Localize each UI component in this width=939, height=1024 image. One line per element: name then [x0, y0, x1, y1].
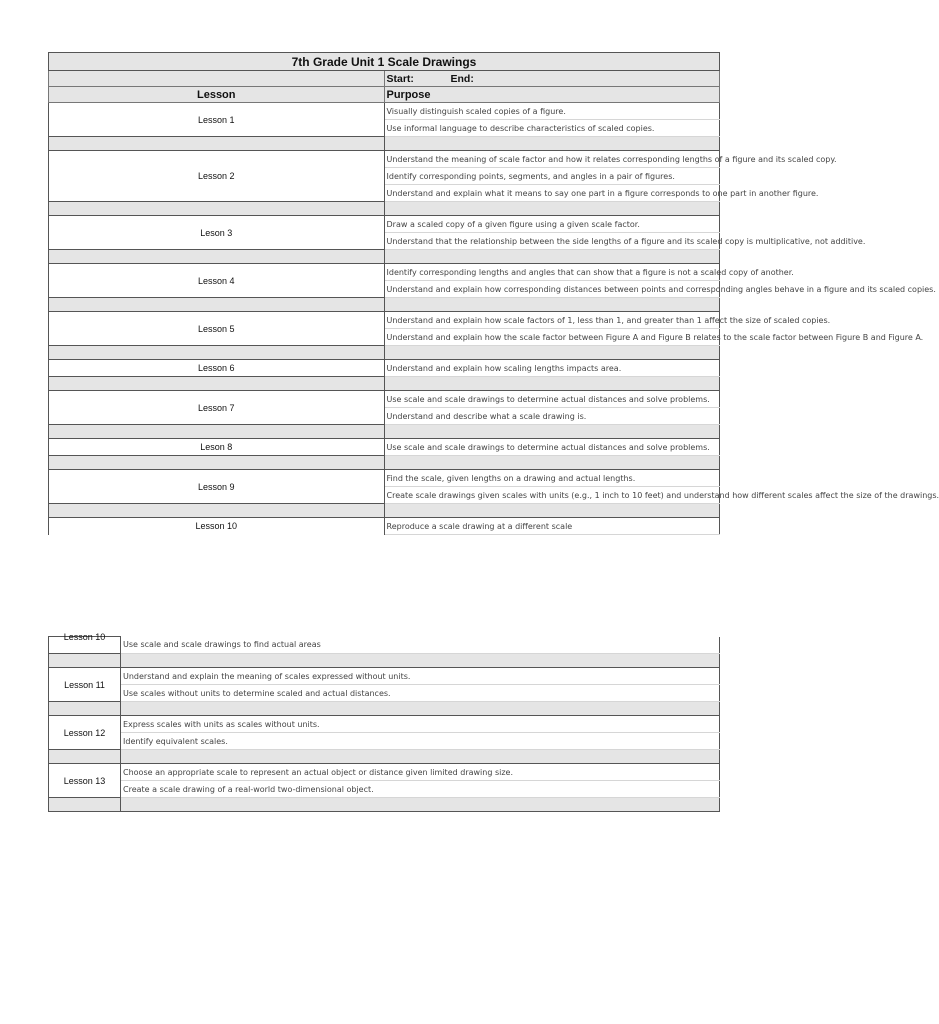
- lesson-purpose: Understand and describe what a scale drawing is.: [384, 408, 720, 425]
- start-end-row: [384, 71, 720, 87]
- lesson-name: Lesson 2: [49, 151, 385, 202]
- lesson-purpose: Identify equivalent scales.: [121, 733, 720, 750]
- lesson-purpose: Use scale and scale drawings to determine actual distances and solve problems.: [384, 439, 720, 456]
- lesson-purpose: Understand and explain how the scale factor between Figure A and Figure B relates to the scale factor between Figure B and Figure A.: [384, 329, 720, 346]
- lesson-name: Lesson 10: [49, 518, 385, 535]
- lesson-name: Lesson 12: [49, 716, 121, 750]
- start-label: Start:: [386, 72, 414, 85]
- lesson-row: [49, 764, 720, 781]
- lesson-row: [49, 103, 720, 120]
- lesson-name: Lesson 10: [49, 637, 121, 654]
- lesson-purpose: Identify corresponding lengths and angles that can show that a figure is not a scaled copy of another.: [384, 264, 720, 281]
- lesson-purpose: Understand and explain the meaning of scales expressed without units.: [121, 668, 720, 685]
- lesson-name: Lesson 4: [49, 264, 385, 298]
- lesson-name: Lesson 13: [49, 764, 121, 798]
- spacer-row: [49, 504, 720, 518]
- spacer-row: [49, 425, 720, 439]
- spacer-row: [49, 298, 720, 312]
- document-title: 7th Grade Unit 1 Scale Drawings: [49, 53, 720, 71]
- lesson-purpose: Use scale and scale drawings to find actual areas: [121, 637, 720, 654]
- lesson-purpose: Find the scale, given lengths on a drawing and actual lengths.: [384, 470, 720, 487]
- lesson-row: [49, 391, 720, 408]
- lesson-purpose: Use scales without units to determine scaled and actual distances.: [121, 685, 720, 702]
- lesson-row: [49, 151, 720, 168]
- lesson-row: [49, 716, 720, 733]
- lesson-purpose: Choose an appropriate scale to represent an actual object or distance given limited drawing size.: [121, 764, 720, 781]
- lesson-plan-table-continued: [48, 632, 720, 812]
- spacer-row: [49, 654, 720, 668]
- spacer-row: [49, 456, 720, 470]
- lesson-row: [49, 216, 720, 233]
- spacer-row: [49, 202, 720, 216]
- lesson-purpose: Identify corresponding points, segments, and angles in a pair of figures.: [384, 168, 720, 185]
- lesson-name: Leson 3: [49, 216, 385, 250]
- page-1-table-region: [48, 52, 939, 532]
- lesson-row: [49, 439, 720, 456]
- page-2-table-region: [48, 632, 720, 819]
- spacer-row: [49, 250, 720, 264]
- lesson-purpose: Draw a scaled copy of a given figure using a given scale factor.: [384, 216, 720, 233]
- lesson-purpose: Understand and explain how scaling lengths impacts area.: [384, 360, 720, 377]
- lesson-name: Lesson 1: [49, 103, 385, 137]
- lesson-purpose: Understand and explain what it means to say one part in a figure corresponds to one part in another figure.: [384, 185, 720, 202]
- lesson-name: Leson 8: [49, 439, 385, 456]
- purpose-column-header: Purpose: [384, 87, 720, 103]
- lesson-name: Lesson 7: [49, 391, 385, 425]
- lesson-purpose: Visually distinguish scaled copies of a figure.: [384, 103, 720, 120]
- lesson-name: Lesson 6: [49, 360, 385, 377]
- spacer-row: [49, 798, 720, 812]
- lesson-name: Lesson 5: [49, 312, 385, 346]
- lesson-row: [49, 637, 720, 654]
- spacer-row: [49, 750, 720, 764]
- lesson-row: [49, 312, 720, 329]
- lesson-row: [49, 470, 720, 487]
- lesson-purpose: Create scale drawings given scales with units (e.g., 1 inch to 10 feet) and understand how different scales affect the size of the drawings.: [384, 487, 720, 504]
- lesson-column-header: Lesson: [49, 87, 385, 103]
- lesson-row: [49, 685, 720, 702]
- lesson-row: [49, 733, 720, 750]
- lesson-row: [49, 360, 720, 377]
- lesson-name: Lesson 9: [49, 470, 385, 504]
- lesson-plan-table: [48, 52, 939, 535]
- spacer-row: [49, 346, 720, 360]
- end-label: End:: [450, 72, 474, 85]
- lesson-row: [49, 264, 720, 281]
- spacer-row: [49, 702, 720, 716]
- spacer-row: [49, 137, 720, 151]
- spacer-row: [49, 377, 720, 391]
- lesson-row: [49, 518, 720, 535]
- lesson-purpose: Understand the meaning of scale factor and how it relates corresponding lengths of a figure and its scaled copy.: [384, 151, 720, 168]
- lesson-name: Lesson 11: [49, 668, 121, 702]
- lesson-row: [49, 781, 720, 798]
- lesson-purpose: Reproduce a scale drawing at a different scale: [384, 518, 720, 535]
- lesson-purpose: Understand and explain how scale factors of 1, less than 1, and greater than 1 affect the size of scaled copies.: [384, 312, 720, 329]
- lesson-purpose: Use informal language to describe characteristics of scaled copies.: [384, 120, 720, 137]
- lesson-purpose: Express scales with units as scales without units.: [121, 716, 720, 733]
- lesson-row: [49, 668, 720, 685]
- lesson-purpose: Understand that the relationship between the side lengths of a figure and its scaled copy is multiplicative, not additive.: [384, 233, 720, 250]
- lesson-purpose: Understand and explain how corresponding distances between points and corresponding angles behave in a figure and its scaled copies.: [384, 281, 720, 298]
- lesson-purpose: Use scale and scale drawings to determine actual distances and solve problems.: [384, 391, 720, 408]
- lesson-purpose: Create a scale drawing of a real-world two-dimensional object.: [121, 781, 720, 798]
